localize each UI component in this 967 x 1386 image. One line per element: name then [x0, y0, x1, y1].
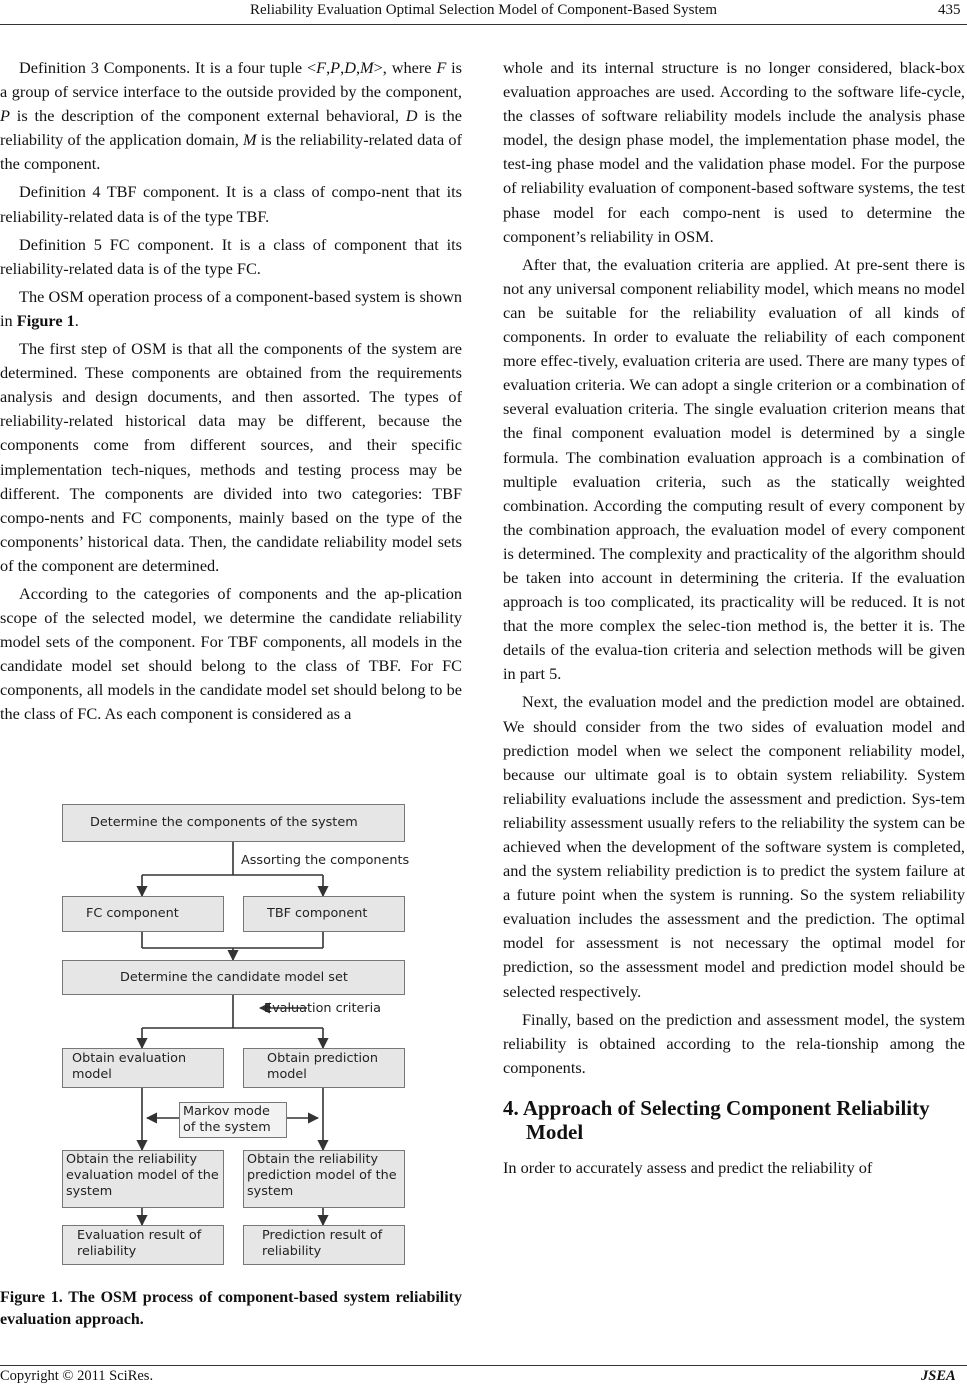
osm-process-figure	[55, 800, 410, 1270]
reliability-evaluation-model-box: Obtain the reliability evaluation model of the system	[62, 1150, 224, 1208]
right-column	[503, 56, 965, 1180]
finally-paragraph: Finally, based on the prediction and assessment model, the system reliability is obtained according to the rela-tionship among the components.	[503, 1009, 965, 1077]
obtain-prediction-model-box: Obtain prediction model	[243, 1048, 405, 1088]
definition-4: Definition 4 TBF component. It is a class of compo-nent that its reliability-related data is of the type TBF.	[0, 182, 462, 226]
reliability-prediction-model-box: Obtain the reliability prediction model of the system	[243, 1150, 405, 1208]
markov-model-box: Markov mode of the system	[179, 1102, 287, 1138]
footer-divider	[0, 1365, 967, 1366]
evaluation-criteria-label: Evaluation criteria	[264, 1001, 381, 1016]
figure-caption: Figure 1. The OSM process of component-based system reliability evaluation approach.	[0, 1289, 462, 1328]
according-paragraph: According to the categories of components and the ap-plication scope of the selected model, we determine the candidate reliability model sets of the component. For TBF components, all models in the candidate model set should belong to the class of TBF. For FC components, all models in the candidate model set should belong to be the class of FC. As each component is considered as a	[0, 583, 462, 724]
in-order-paragraph: In order to accurately assess and predict the reliability of	[503, 1157, 873, 1177]
after-paragraph: After that, the evaluation criteria are applied. At pre-sent there is not any universal component reliability model, which means no model can be suitable for the reliability evaluation of all kinds of components. In order to evaluate the reliability of each component more effec-tively, evaluation criteria are used. There are many types of evaluation criteria. We can adopt a single criterion or a combination of several evaluation criteria. The single evaluation criterion means that the final component evaluation model is determined by a single formula. The combination evaluation approach is a combination of multiple evaluation criteria, such as the statically weighted combination. According the computing result of every component by the combination approach, the evaluation model of every component is determined. The complexity and practicality of the algorithm should be taken into account in determining the criteria. If the evaluation approach is too complicated, its practicality will be reduced. It is not that the more complex the selec-tion method is, the better it is. The details of the evalua-tion criteria and selection methods will be given in part 5.	[503, 254, 965, 684]
definition-5: Definition 5 FC component. It is a class of component that its reliability-related data is of the type FC.	[0, 234, 462, 278]
fc-component-box: FC component	[62, 896, 224, 932]
left-column	[0, 56, 462, 727]
section-heading: 4. Approach of Selecting Component Reliability Model	[503, 1095, 930, 1144]
first-step-paragraph: The first step of OSM is that all the components of the system are determined. These components are obtained from the requirements analysis and design documents, and then assorted. The types of reliability-related historical data may be different, because the components come from different sources, and their specific implementation tech-niques, methods and testing process may be different. The components are divided into two categories: TBF compo-nents and FC components, mainly based on the type of the components’ historical data. Then, the candidate reliability model sets of the component are determined.	[0, 339, 462, 575]
copyright: Copyright © 2011 SciRes.	[0, 1368, 154, 1384]
osm-intro-paragraph: The OSM operation process of a component-based system is shown in Figure 1.	[0, 286, 462, 330]
definition-3: Definition 3 Components. It is a four tuple <F,P,D,M>, where F is a group of service interface to the outside provided by the component, P is the description of the component external behavioral, D is the reliability of the application domain, M is the reliability-related data of the component.	[0, 58, 463, 174]
header-divider	[0, 24, 967, 25]
journal-abbreviation: JSEA	[921, 1368, 956, 1384]
next-paragraph: Next, the evaluation model and the prediction model are obtained. We should consider from the two sides of evaluation model and prediction model when we select the component reliability model, because our ultimate goal is to obtain system reliability. System reliability evaluations include the assessment and prediction. Sys-tem reliability assessment usually refers to the reliability the system can be achieved when the development of the software system is completed, and the system reliability prediction is to predict the system failure at a future point when the system is running. So the system reliability evaluation includes the assessment and the prediction. The optimal model for assessment is not necessary the optimal model for prediction, so the assessment model and prediction model should be selected respectively.	[503, 692, 965, 1001]
obtain-evaluation-model-box: Obtain evaluation model	[62, 1048, 224, 1088]
assorting-label: Assorting the components	[241, 853, 410, 868]
prediction-result-box: Prediction result of reliability	[243, 1225, 405, 1265]
candidate-model-set-box: Determine the candidate model set	[62, 960, 405, 995]
running-title: Reliability Evaluation Optimal Selection Model of Component-Based System	[249, 2, 717, 18]
figure-reference: Figure 1	[16, 310, 75, 330]
determine-components-box: Determine the components of the system	[62, 804, 405, 842]
evaluation-result-box: Evaluation result of reliability	[62, 1225, 224, 1265]
whole-paragraph: whole and its internal structure is no longer considered, black-box evaluation approaches are used. According to the software life-cycle, the classes of software reliability models include the analysis phase model, the design phase model, the implementation phase model, the test-ing phase model and the validation phase model. For the purpose of reliability evaluation of component-based software systems, the test phase model for each compo-nent is used to determine the component’s reliability in OSM.	[503, 58, 965, 246]
page-number: 435	[938, 2, 961, 18]
tbf-component-box: TBF component	[243, 896, 405, 932]
